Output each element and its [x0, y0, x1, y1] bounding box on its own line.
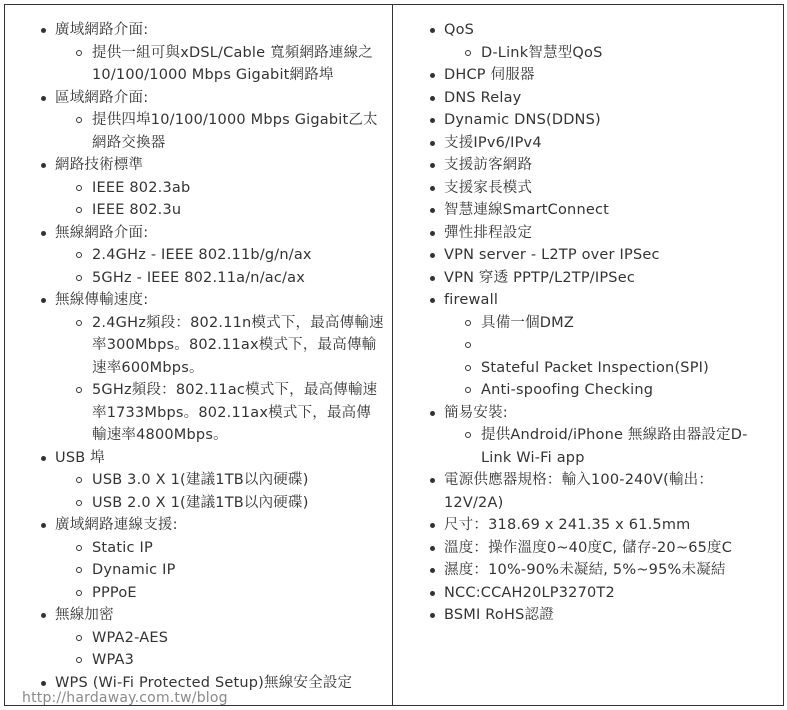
spec-sublist — [465, 42, 767, 65]
spec-item — [427, 132, 767, 155]
spec-sublist — [465, 312, 767, 402]
spec-subitem: 提供四埠10/100/1000 Mbps Gigabit乙太網路交換器 — [76, 109, 384, 154]
spec-item — [427, 537, 767, 560]
spec-item — [427, 199, 767, 222]
spec-item-label: 網路技術標準 — [55, 157, 144, 173]
spec-item — [427, 64, 767, 87]
spec-item-label: firewall — [444, 292, 499, 308]
spec-item-label: 支援家長模式 — [444, 179, 533, 196]
left-spec-column — [38, 19, 384, 694]
spec-item-label: DHCP 伺服器 — [444, 67, 535, 83]
spec-item-label: VPN server - L2TP over IPSec — [444, 247, 660, 263]
spec-item-label: 電源供應器規格：輸入100-240V(輸出：12V/2A) — [444, 472, 714, 511]
spec-item-label: 溫度：操作溫度0~40度C, 儲存-20~65度C — [444, 539, 733, 556]
spec-item-label: VPN 穿透 PPTP/L2TP/IPSec — [444, 269, 636, 286]
right-spec-list — [427, 19, 767, 627]
spec-item — [427, 87, 767, 110]
spec-subitem — [465, 334, 767, 357]
spec-subitem: Anti-spoofing Checking — [465, 379, 767, 402]
spec-subitem: 2.4GHz頻段：802.11n模式下，最高傳輸速率300Mbps。802.11ax模式下，最高傳輸速率600Mbps。 — [76, 312, 384, 380]
spec-subitem: USB 3.0 X 1(建議1TB以內硬碟) — [76, 469, 384, 492]
spec-item — [427, 222, 767, 245]
spec-subitem: Dynamic IP — [76, 559, 384, 582]
spec-item — [38, 154, 384, 222]
spec-subitem: 5GHz頻段：802.11ac模式下，最高傳輸速率1733Mbps。802.11ax模式下，最高傳輸速率4800Mbps。 — [76, 379, 384, 447]
spec-item-label: 無線傳輸速度: — [55, 292, 149, 308]
spec-item — [427, 19, 767, 64]
spec-item — [427, 582, 767, 605]
spec-subitem: 具備一個DMZ — [465, 312, 767, 335]
spec-item — [427, 109, 767, 132]
spec-sublist — [465, 424, 767, 469]
spec-item — [38, 604, 384, 672]
watermark-url: http://hardaway.com.tw/blog — [22, 690, 228, 706]
spec-subitem: 提供Android/iPhone 無線路由器設定D-Link Wi-Fi app — [465, 424, 767, 469]
spec-subitem: PPPoE — [76, 582, 384, 605]
spec-item — [427, 402, 767, 470]
spec-sublist — [76, 109, 384, 154]
spec-sublist — [76, 42, 384, 87]
spec-item — [427, 267, 767, 290]
spec-item-label: 彈性排程設定 — [444, 224, 533, 241]
spec-item-label: WPS (Wi-Fi Protected Setup)無線安全設定 — [55, 674, 353, 691]
spec-item-label: 區域網路介面: — [55, 89, 149, 106]
spec-sublist — [76, 627, 384, 672]
spec-item — [427, 177, 767, 200]
spec-sublist — [76, 177, 384, 222]
spec-item-label: 支援IPv6/IPv4 — [444, 134, 542, 151]
spec-item-label: 無線加密 — [55, 607, 114, 623]
spec-subitem: D-Link智慧型QoS — [465, 42, 767, 65]
spec-subitem: 5GHz - IEEE 802.11a/n/ac/ax — [76, 267, 384, 290]
spec-item — [427, 514, 767, 537]
spec-item-label: Dynamic DNS(DDNS) — [444, 112, 601, 128]
spec-item-label: 無線網路介面: — [55, 224, 149, 241]
spec-item — [427, 469, 767, 514]
spec-item-label: NCC:CCAH20LP3270T2 — [444, 584, 615, 601]
spec-sublist — [76, 244, 384, 289]
spec-item — [38, 514, 384, 604]
spec-subitem: 2.4GHz - IEEE 802.11b/g/n/ax — [76, 244, 384, 267]
spec-sublist — [76, 469, 384, 514]
spec-item-label: 支援訪客網路 — [444, 157, 533, 173]
spec-item-label: 智慧連線SmartConnect — [444, 202, 610, 218]
right-spec-column — [427, 19, 767, 627]
spec-subitem: USB 2.0 X 1(建議1TB以內硬碟) — [76, 492, 384, 515]
spec-item — [427, 244, 767, 267]
spec-subitem: Static IP — [76, 537, 384, 560]
spec-item — [38, 447, 384, 515]
spec-item-label: DNS Relay — [444, 89, 522, 106]
spec-item — [38, 87, 384, 155]
column-divider — [392, 4, 393, 706]
spec-item — [427, 289, 767, 402]
spec-item-label: 廣域網路介面: — [55, 22, 149, 38]
spec-subitem: WPA2-AES — [76, 627, 384, 650]
spec-subitem: IEEE 802.3u — [76, 199, 384, 222]
left-spec-list — [38, 19, 384, 694]
spec-item — [38, 289, 384, 447]
spec-item — [427, 604, 767, 627]
spec-item — [38, 19, 384, 87]
spec-item — [38, 222, 384, 290]
spec-subitem: WPA3 — [76, 649, 384, 672]
spec-subitem: IEEE 802.3ab — [76, 177, 384, 200]
spec-item-label: 廣域網路連線支援: — [55, 517, 178, 533]
spec-item — [427, 154, 767, 177]
spec-item-label: 尺寸：318.69 x 241.35 x 61.5mm — [444, 517, 691, 533]
spec-item-label: USB 埠 — [55, 449, 105, 466]
spec-sublist — [76, 537, 384, 605]
spec-item-label: 濕度：10%-90%未凝結, 5%~95%未凝結 — [444, 562, 726, 578]
spec-item-label: 簡易安裝: — [444, 404, 508, 421]
spec-subitem: Stateful Packet Inspection(SPI) — [465, 357, 767, 380]
spec-item-label: BSMI RoHS認證 — [444, 607, 554, 623]
spec-sublist — [76, 312, 384, 447]
spec-item — [427, 559, 767, 582]
spec-item-label: QoS — [444, 22, 475, 38]
spec-subitem: 提供一組可與xDSL/Cable 寬頻網路連線之10/100/1000 Mbps Gigabit網路埠 — [76, 42, 384, 87]
